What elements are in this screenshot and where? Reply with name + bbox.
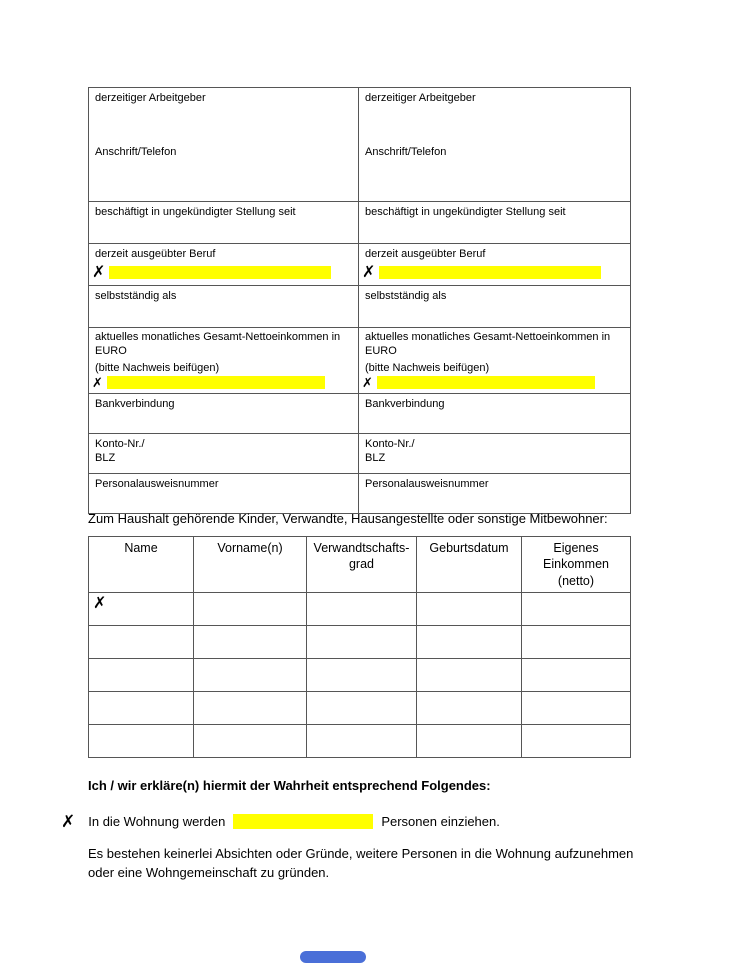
household-cell[interactable] [417, 724, 522, 757]
occupation-input-field[interactable] [379, 266, 601, 279]
no-additional-persons-text: Es bestehen keinerlei Absichten oder Gründe, weitere Personen in die Wohnung aufzunehmen oder eine Wohngemeinschaft zu gründen. [88, 846, 634, 880]
employer-cell-applicant1 [89, 88, 359, 202]
move-in-text-after: Personen einziehen. [381, 814, 500, 829]
household-cell[interactable] [417, 658, 522, 691]
income-input-field[interactable] [377, 376, 595, 389]
x-mark-icon: ✗ [362, 263, 376, 281]
household-cell[interactable] [417, 625, 522, 658]
income-label: aktuelles monatliches Gesamt-Nettoeinkommen in EURO [95, 331, 341, 357]
employer-label: derzeitiger Arbeitgeber [365, 92, 476, 104]
table-row [89, 625, 631, 658]
move-in-statement [61, 813, 500, 830]
row-id-number [89, 474, 631, 514]
household-cell[interactable] [417, 691, 522, 724]
income-note-label: (bitte Nachweis beifügen) [95, 361, 220, 374]
employed-since-cell-applicant1 [89, 202, 359, 244]
person-count-input-field[interactable] [233, 814, 373, 829]
household-cell[interactable] [307, 658, 417, 691]
address-phone-label: Anschrift/Telefon [365, 145, 447, 158]
x-mark-icon: ✗ [93, 594, 107, 612]
column-header-income: Eigenes Einkommen (netto) [522, 537, 631, 593]
income-note-label: (bitte Nachweis beifügen) [365, 361, 490, 374]
household-cell[interactable] [89, 691, 194, 724]
income-label: aktuelles monatliches Gesamt-Nettoeinkommen in EURO [365, 331, 611, 357]
x-mark-icon: ✗ [92, 375, 103, 391]
household-cell[interactable] [522, 592, 631, 625]
household-cell[interactable] [307, 724, 417, 757]
occupation-cell-applicant1 [89, 244, 359, 286]
row-employer [89, 88, 631, 202]
id-number-cell-applicant2 [359, 474, 631, 514]
occupation-cell-applicant2 [359, 244, 631, 286]
employer-label: derzeitiger Arbeitgeber [95, 92, 206, 104]
household-cell[interactable] [194, 592, 307, 625]
self-employed-cell-applicant1 [89, 286, 359, 328]
household-cell[interactable] [194, 658, 307, 691]
row-self-employed [89, 286, 631, 328]
table-row [89, 592, 631, 625]
income-cell-applicant2 [359, 328, 631, 394]
household-cell[interactable] [89, 625, 194, 658]
income-cell-applicant1 [89, 328, 359, 394]
bank-cell-applicant2 [359, 394, 631, 434]
household-cell[interactable] [522, 625, 631, 658]
account-cell-applicant1 [89, 434, 359, 474]
bank-label: Bankverbindung [365, 398, 445, 411]
account-number-label: Konto-Nr./ [95, 438, 145, 451]
household-cell[interactable] [307, 592, 417, 625]
self-employed-label: selbstständig als [95, 290, 177, 302]
household-cell[interactable] [194, 691, 307, 724]
household-cell[interactable] [522, 658, 631, 691]
row-employed-since [89, 202, 631, 244]
table-row [89, 691, 631, 724]
household-cell[interactable] [89, 724, 194, 757]
column-header-relationship: Verwandtschafts-grad [307, 537, 417, 593]
id-number-label: Personalausweisnummer [95, 478, 219, 491]
id-number-label: Personalausweisnummer [365, 478, 489, 491]
occupation-label: derzeit ausgeübter Beruf [365, 248, 486, 260]
table-row [89, 658, 631, 691]
x-mark-icon: ✗ [61, 812, 76, 831]
column-header-birthdate: Geburtsdatum [417, 537, 522, 593]
household-table [88, 536, 631, 758]
row-occupation [89, 244, 631, 286]
move-in-text-before: In die Wohnung werden [88, 814, 226, 829]
income-input-field[interactable] [107, 376, 325, 389]
employer-cell-applicant2 [359, 88, 631, 202]
employed-since-label: beschäftigt in ungekündigter Stellung seit [365, 206, 566, 218]
address-phone-label: Anschrift/Telefon [95, 145, 177, 158]
column-header-name: Name [89, 537, 194, 593]
household-cell[interactable] [307, 691, 417, 724]
table-row [89, 724, 631, 757]
blz-label: BLZ [95, 452, 116, 464]
household-cell[interactable] [522, 691, 631, 724]
household-cell[interactable] [89, 592, 194, 625]
row-income [89, 328, 631, 394]
occupation-input-field[interactable] [109, 266, 331, 279]
account-cell-applicant2 [359, 434, 631, 474]
bank-cell-applicant1 [89, 394, 359, 434]
household-cell[interactable] [307, 625, 417, 658]
bottom-blue-bar [300, 951, 366, 963]
bank-label: Bankverbindung [95, 398, 175, 411]
row-account [89, 434, 631, 474]
household-cell[interactable] [194, 625, 307, 658]
household-cell[interactable] [194, 724, 307, 757]
declaration-heading: Ich / wir erkläre(n) hiermit der Wahrheit entsprechend Folgendes: [88, 778, 491, 793]
household-header-row [89, 537, 631, 593]
employment-table [88, 87, 631, 514]
household-intro-text: Zum Haushalt gehörende Kinder, Verwandte, Hausangestellte oder sonstige Mitbewohner: [88, 511, 608, 526]
employed-since-label: beschäftigt in ungekündigter Stellung seit [95, 206, 296, 218]
employed-since-cell-applicant2 [359, 202, 631, 244]
id-number-cell-applicant1 [89, 474, 359, 514]
household-cell[interactable] [417, 592, 522, 625]
household-cell[interactable] [89, 658, 194, 691]
blz-label: BLZ [365, 452, 386, 464]
self-employed-cell-applicant2 [359, 286, 631, 328]
household-cell[interactable] [522, 724, 631, 757]
account-number-label: Konto-Nr./ [365, 438, 415, 451]
x-mark-icon: ✗ [92, 263, 106, 281]
x-mark-icon: ✗ [362, 375, 373, 391]
column-header-firstname: Vorname(n) [194, 537, 307, 593]
occupation-label: derzeit ausgeübter Beruf [95, 248, 216, 260]
self-employed-label: selbstständig als [365, 290, 447, 302]
row-bank [89, 394, 631, 434]
